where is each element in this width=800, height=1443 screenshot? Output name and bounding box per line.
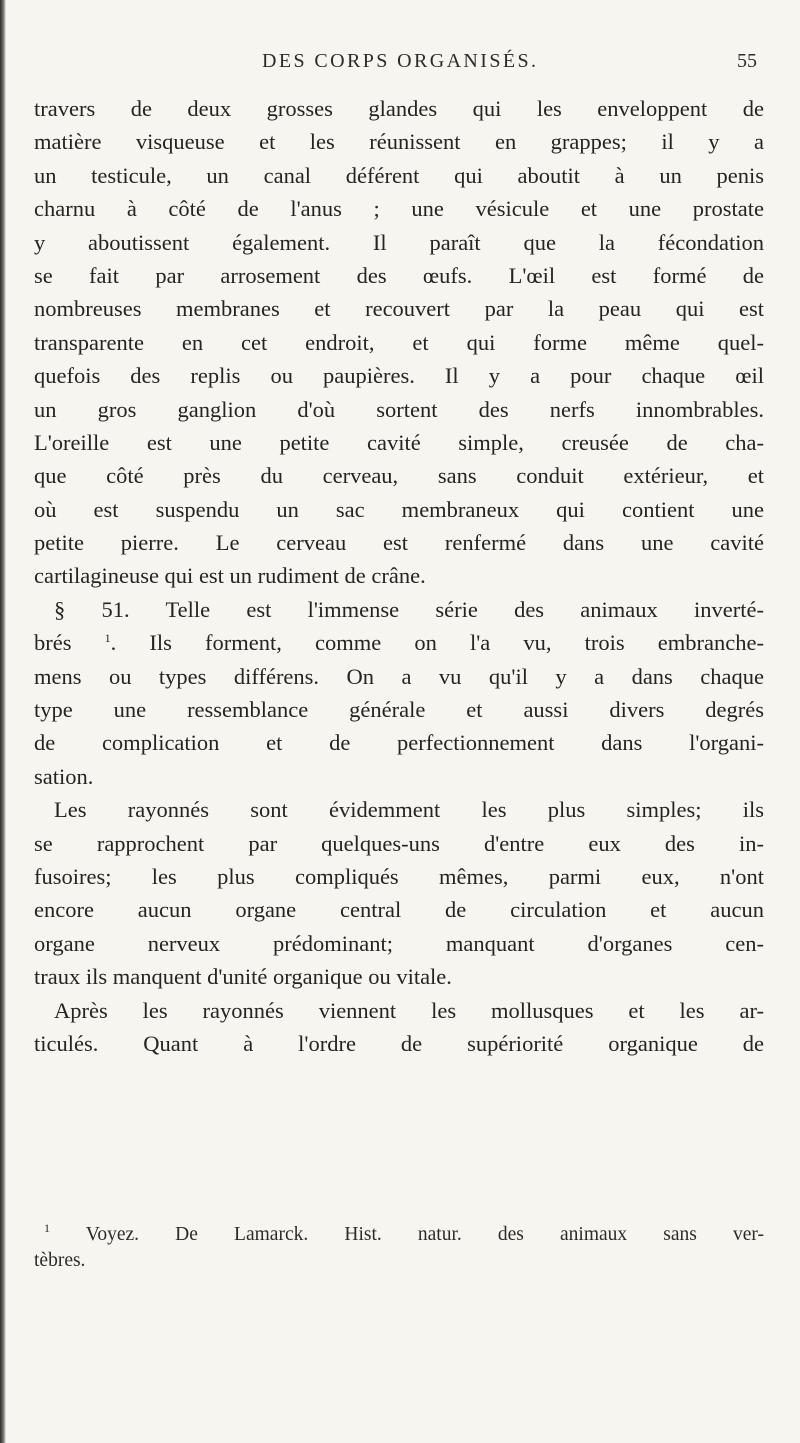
text-line: sation. (34, 763, 94, 789)
text-fragment: brés (34, 630, 105, 656)
footnote-marker: 1 (44, 1221, 50, 1235)
text-line: organe nerveux prédominant; manquant d'organes cen- (34, 930, 764, 956)
text-line: travers de deux grosses glandes qui les enveloppent de (34, 96, 764, 121)
text-line: fusoires; les plus compliqués mêmes, parmi eux, n'ont (34, 863, 764, 889)
text-line: encore aucun organe central de circulation et aucun (34, 897, 764, 923)
paragraph-apres (34, 994, 764, 1061)
text-line: se fait par arrosement des œufs. L'œil est formé de (34, 262, 764, 288)
footnote-text: Voyez. De Lamarck. Hist. natur. des animaux sans ver- (85, 1224, 765, 1245)
main-text (34, 92, 764, 1060)
text-line: transparente en cet endroit, et qui forme même quel- (34, 329, 764, 355)
text-line-with-note (34, 626, 764, 659)
text-fragment: . Ils forment, comme on l'a vu, trois embranche- (110, 630, 764, 656)
text-line: cartilagineuse qui est un rudiment de crâne. (34, 563, 426, 589)
text-line: Les rayonnés sont évidemment les plus simples; ils (54, 797, 764, 823)
running-title: DES CORPS ORGANISÉS. (262, 50, 539, 72)
section-51-paragraph (34, 593, 764, 793)
paragraph-continued (34, 92, 764, 593)
binding-shadow (0, 0, 6, 1443)
page-number: 55 (737, 50, 757, 72)
text-line: type une ressemblance générale et aussi divers degrés (34, 697, 764, 723)
text-line: que côté près du cerveau, sans conduit extérieur, et (34, 463, 764, 489)
text-line: matière visqueuse et les réunissent en grappes; il y a (34, 129, 764, 155)
footnote-line (34, 1222, 764, 1248)
text-line: ticulés. Quant à l'ordre de supériorité organique de (34, 1030, 764, 1056)
text-line: nombreuses membranes et recouvert par la peau qui est (34, 296, 764, 322)
text-line: y aboutissent également. Il paraît que la fécondation (34, 229, 764, 255)
text-line: un testicule, un canal déférent qui aboutit à un penis (34, 162, 764, 188)
text-line: traux ils manquent d'unité organique ou vitale. (34, 964, 452, 990)
text-line: se rapprochent par quelques-uns d'entre eux des in- (34, 830, 764, 856)
text-line: Après les rayonnés viennent les mollusques et les ar- (54, 997, 764, 1023)
text-line: quefois des replis ou paupières. Il y a pour chaque œil (34, 363, 764, 389)
text-line: où est suspendu un sac membraneux qui contient une (34, 496, 764, 522)
text-line: un gros ganglion d'où sortent des nerfs innombrables. (34, 396, 764, 422)
running-head (0, 50, 800, 80)
footnote (34, 1222, 764, 1274)
footnote-line: tèbres. (34, 1250, 86, 1271)
section-heading-line: § 51. Telle est l'immense série des animaux inverté- (54, 596, 764, 622)
text-line: mens ou types différens. On a vu qu'il y a dans chaque (34, 663, 764, 689)
text-line: de complication et de perfectionnement dans l'organi- (34, 730, 764, 756)
text-line: petite pierre. Le cerveau est renfermé dans une cavité (34, 530, 764, 556)
text-line: charnu à côté de l'anus ; une vésicule et une prostate (34, 196, 764, 222)
paragraph-rayonnes (34, 793, 764, 993)
text-line: L'oreille est une petite cavité simple, creusée de cha- (34, 429, 764, 455)
footnote-reference[interactable]: 1 (104, 631, 111, 646)
